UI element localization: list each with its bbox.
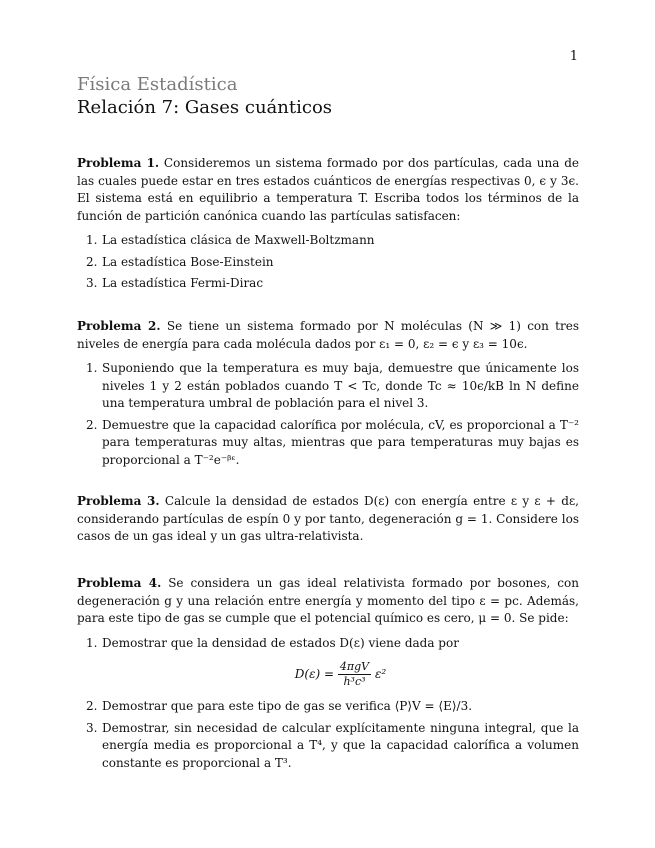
problem-2-label: Problema 2. [77,319,161,333]
list-item: 2. Demostrar que para este tipo de gas se verifica ⟨P⟩V = ⟨E⟩/3. [86,699,473,713]
problem-3 [77,493,579,546]
list-item: 1. Suponiendo que la temperatura es muy baja, demuestre que únicamente los niveles 1 y 2 están poblados cuando T < Tc, donde Tc ≈ 10ϵ/kB ln N define una temperatura umbral de población para el nivel 3. [86,361,579,410]
list-item: 1. La estadística clásica de Maxwell-Boltzmann [86,233,375,247]
problem-1-list [77,232,579,293]
page-number: 1 [569,49,578,64]
problem-4-text: Se considera un gas ideal relativista formado por bosones, con degeneración g y una relación entre energía y momento del tipo ε = pc. Además, para este tipo de gas se cumple que el potencial químico es cero, μ = 0. Se pide: [77,576,579,625]
list-item: 3. Demostrar, sin necesidad de calcular explícitamente ninguna integral, que la energía media es proporcional a T⁴, y que la capacidad calorífica a volumen constante es proporcional a T³. [86,720,579,770]
problem-4-list [77,635,579,773]
problem-1-label: Problema 1. [77,156,160,170]
problem-2-statement [77,318,579,353]
problem-2-list [77,360,579,469]
problem-4 [77,575,579,776]
density-of-states-equation: D(ε) = $\frac{\text{4πgV}}{\text{h³c³}}$ ε² [294,660,387,688]
problem-3-text: Calcule la densidad de estados D(ε) con energía entre ε y ε + dε, considerando partículas de espín 0 y por tanto, degeneración g = 1. Considere los casos de un gas ideal y un gas ultra-relativista. [77,494,579,543]
problem-3-label: Problema 3. [77,494,160,508]
problem-4-statement [77,575,579,628]
sheet-title: Relación 7: Gases cuánticos [77,97,333,118]
list-item: 3. La estadística Fermi-Dirac [86,276,264,290]
list-item: 2. La estadística Bose-Einstein [86,254,274,269]
equation-fraction: $\frac{\text{4πgV}}{\text{h³c³}}$ [339,660,370,688]
list-item: 2. Demuestre que la capacidad calorífica por molécula, cV, es proporcional a T⁻² para temperaturas muy altas, mientras que para temperaturas muy bajas es proporcional a T⁻²e⁻ᵝᵋ. [86,417,579,467]
list-item: 1. Demostrar que la densidad de estados D(ε) viene dada por D(ε) = $\frac{\text{4πgV}}{\text{h³c³}}$ ε² [77,635,579,690]
problem-4-label: Problema 4. [77,576,162,590]
course-title: Física Estadística [77,74,238,95]
problem-2 [77,318,579,473]
problem-3-statement [77,493,579,546]
problem-2-text: Se tiene un sistema formado por N moléculas (N ≫ 1) con tres niveles de energía para cada molécula dados por ε₁ = 0, ε₂ = ϵ y ε₃ = 10ϵ. [77,319,579,351]
problem-1-statement [77,155,579,225]
problem-1 [77,155,579,297]
problem-1-text: Consideremos un sistema formado por dos partículas, cada una de las cuales puede estar en tres estados cuánticos de energías respectivas 0, ϵ y 3ϵ. El sistema está en equilibrio a temperatura T. Escriba todos los términos de la función de partición canónica cuando las partículas satisfacen: [77,156,579,223]
